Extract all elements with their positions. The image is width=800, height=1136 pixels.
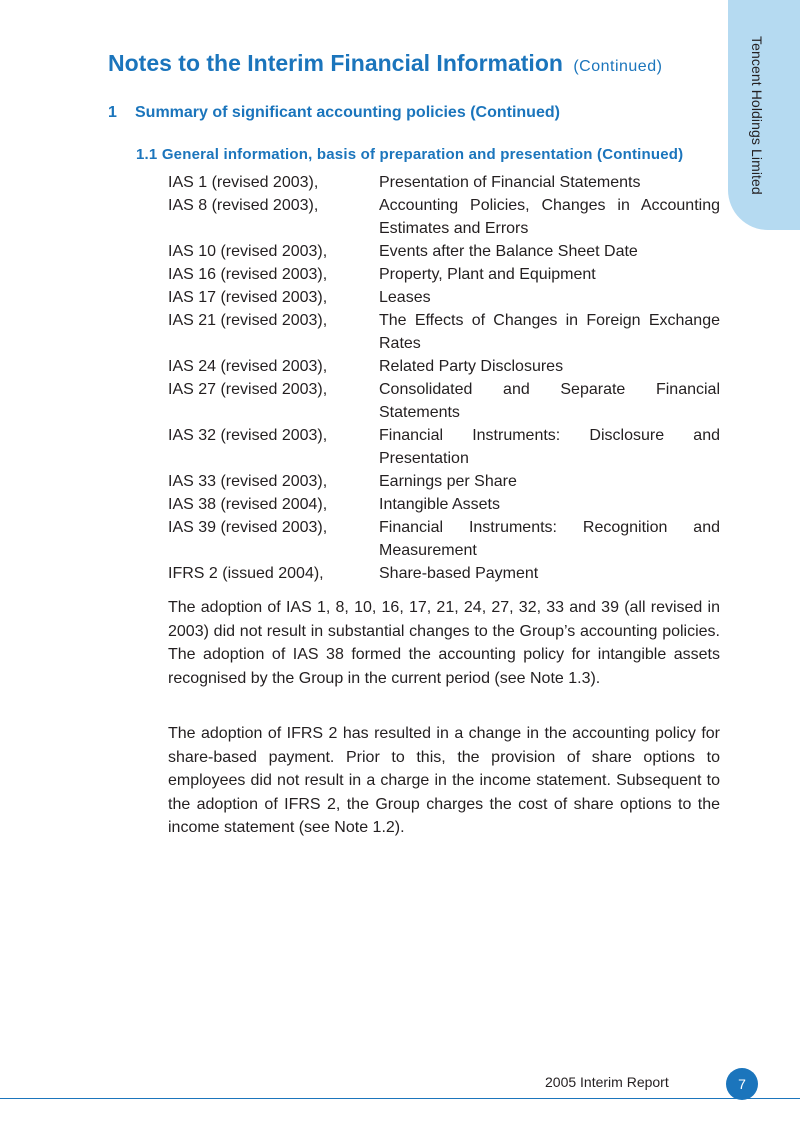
standard-code: IAS 8 (revised 2003), xyxy=(168,197,319,214)
section-heading xyxy=(108,104,560,122)
section-number: 1 xyxy=(108,104,117,121)
standard-row xyxy=(168,562,720,585)
standard-row xyxy=(168,424,720,470)
standard-code: IAS 24 (revised 2003), xyxy=(168,358,328,375)
standard-row xyxy=(168,516,720,562)
standard-row xyxy=(168,378,720,424)
standard-row xyxy=(168,263,720,286)
footer-divider xyxy=(0,1098,800,1099)
standards-list xyxy=(168,171,720,585)
standard-description: Share-based Payment xyxy=(379,565,539,582)
standard-code: IAS 10 (revised 2003), xyxy=(168,243,328,260)
standard-code: IFRS 2 (issued 2004), xyxy=(168,565,324,582)
standard-description: Leases xyxy=(379,289,431,306)
standard-code: IAS 39 (revised 2003), xyxy=(168,519,328,536)
standard-row xyxy=(168,240,720,263)
page-title-text: Notes to the Interim Financial Information xyxy=(108,50,563,76)
section-suffix: (Continued) xyxy=(470,104,560,121)
section-title: Summary of significant accounting policies xyxy=(135,104,466,121)
standard-code: IAS 17 (revised 2003), xyxy=(168,289,328,306)
standard-row xyxy=(168,355,720,378)
standard-row xyxy=(168,171,720,194)
standard-row xyxy=(168,286,720,309)
standard-row xyxy=(168,194,720,240)
standard-description: Related Party Disclosures xyxy=(379,358,564,375)
standard-description: Intangible Assets xyxy=(379,496,500,513)
report-label: 2005 Interim Report xyxy=(545,1074,669,1090)
standard-code: IAS 33 (revised 2003), xyxy=(168,473,328,490)
standard-description: Property, Plant and Equipment xyxy=(379,266,596,283)
standard-description: Consolidated and Separate Financial Statements xyxy=(379,381,720,421)
standard-description: The Effects of Changes in Foreign Exchange Rates xyxy=(379,312,720,352)
standard-code: IAS 27 (revised 2003), xyxy=(168,381,328,398)
standard-description: Earnings per Share xyxy=(379,473,517,490)
standard-code: IAS 38 (revised 2004), xyxy=(168,496,328,513)
standard-code: IAS 16 (revised 2003), xyxy=(168,266,328,283)
page-title-suffix: (Continued) xyxy=(573,58,663,75)
standard-row xyxy=(168,309,720,355)
standard-row xyxy=(168,470,720,493)
standard-description: Financial Instruments: Disclosure and Presentation xyxy=(379,427,720,467)
standard-description: Accounting Policies, Changes in Accounting Estimates and Errors xyxy=(379,197,720,237)
company-name-tab: Tencent Holdings Limited xyxy=(749,36,765,195)
subsection-heading: 1.1 General information, basis of preparation and presentation (Continued) xyxy=(136,146,684,163)
adoption-paragraph: The adoption of IAS 1, 8, 10, 16, 17, 21, 24, 27, 32, 33 and 39 (all revised in 2003) did not result in substantial changes to the Group’s accounting policies. The adoption of IAS 38 formed the accounting policy for intangible assets recognised by the Group in the current period (see Note 1.3). xyxy=(168,599,720,687)
standard-description: Events after the Balance Sheet Date xyxy=(379,243,638,260)
ifrs2-paragraph: The adoption of IFRS 2 has resulted in a change in the accounting policy for share-based payment. Prior to this, the provision of share options to employees did not result in a charge in the income statement. Subsequent to the adoption of IFRS 2, the Group charges the cost of share options to the income statement (see Note 1.2). xyxy=(168,725,720,836)
page-title xyxy=(108,50,662,77)
standard-code: IAS 1 (revised 2003), xyxy=(168,174,319,191)
standard-description: Presentation of Financial Statements xyxy=(379,174,641,191)
standard-code: IAS 32 (revised 2003), xyxy=(168,427,328,444)
standard-code: IAS 21 (revised 2003), xyxy=(168,312,328,329)
standard-row xyxy=(168,493,720,516)
standard-description: Financial Instruments: Recognition and Measurement xyxy=(379,519,720,559)
page-number-badge: 7 xyxy=(726,1068,758,1100)
